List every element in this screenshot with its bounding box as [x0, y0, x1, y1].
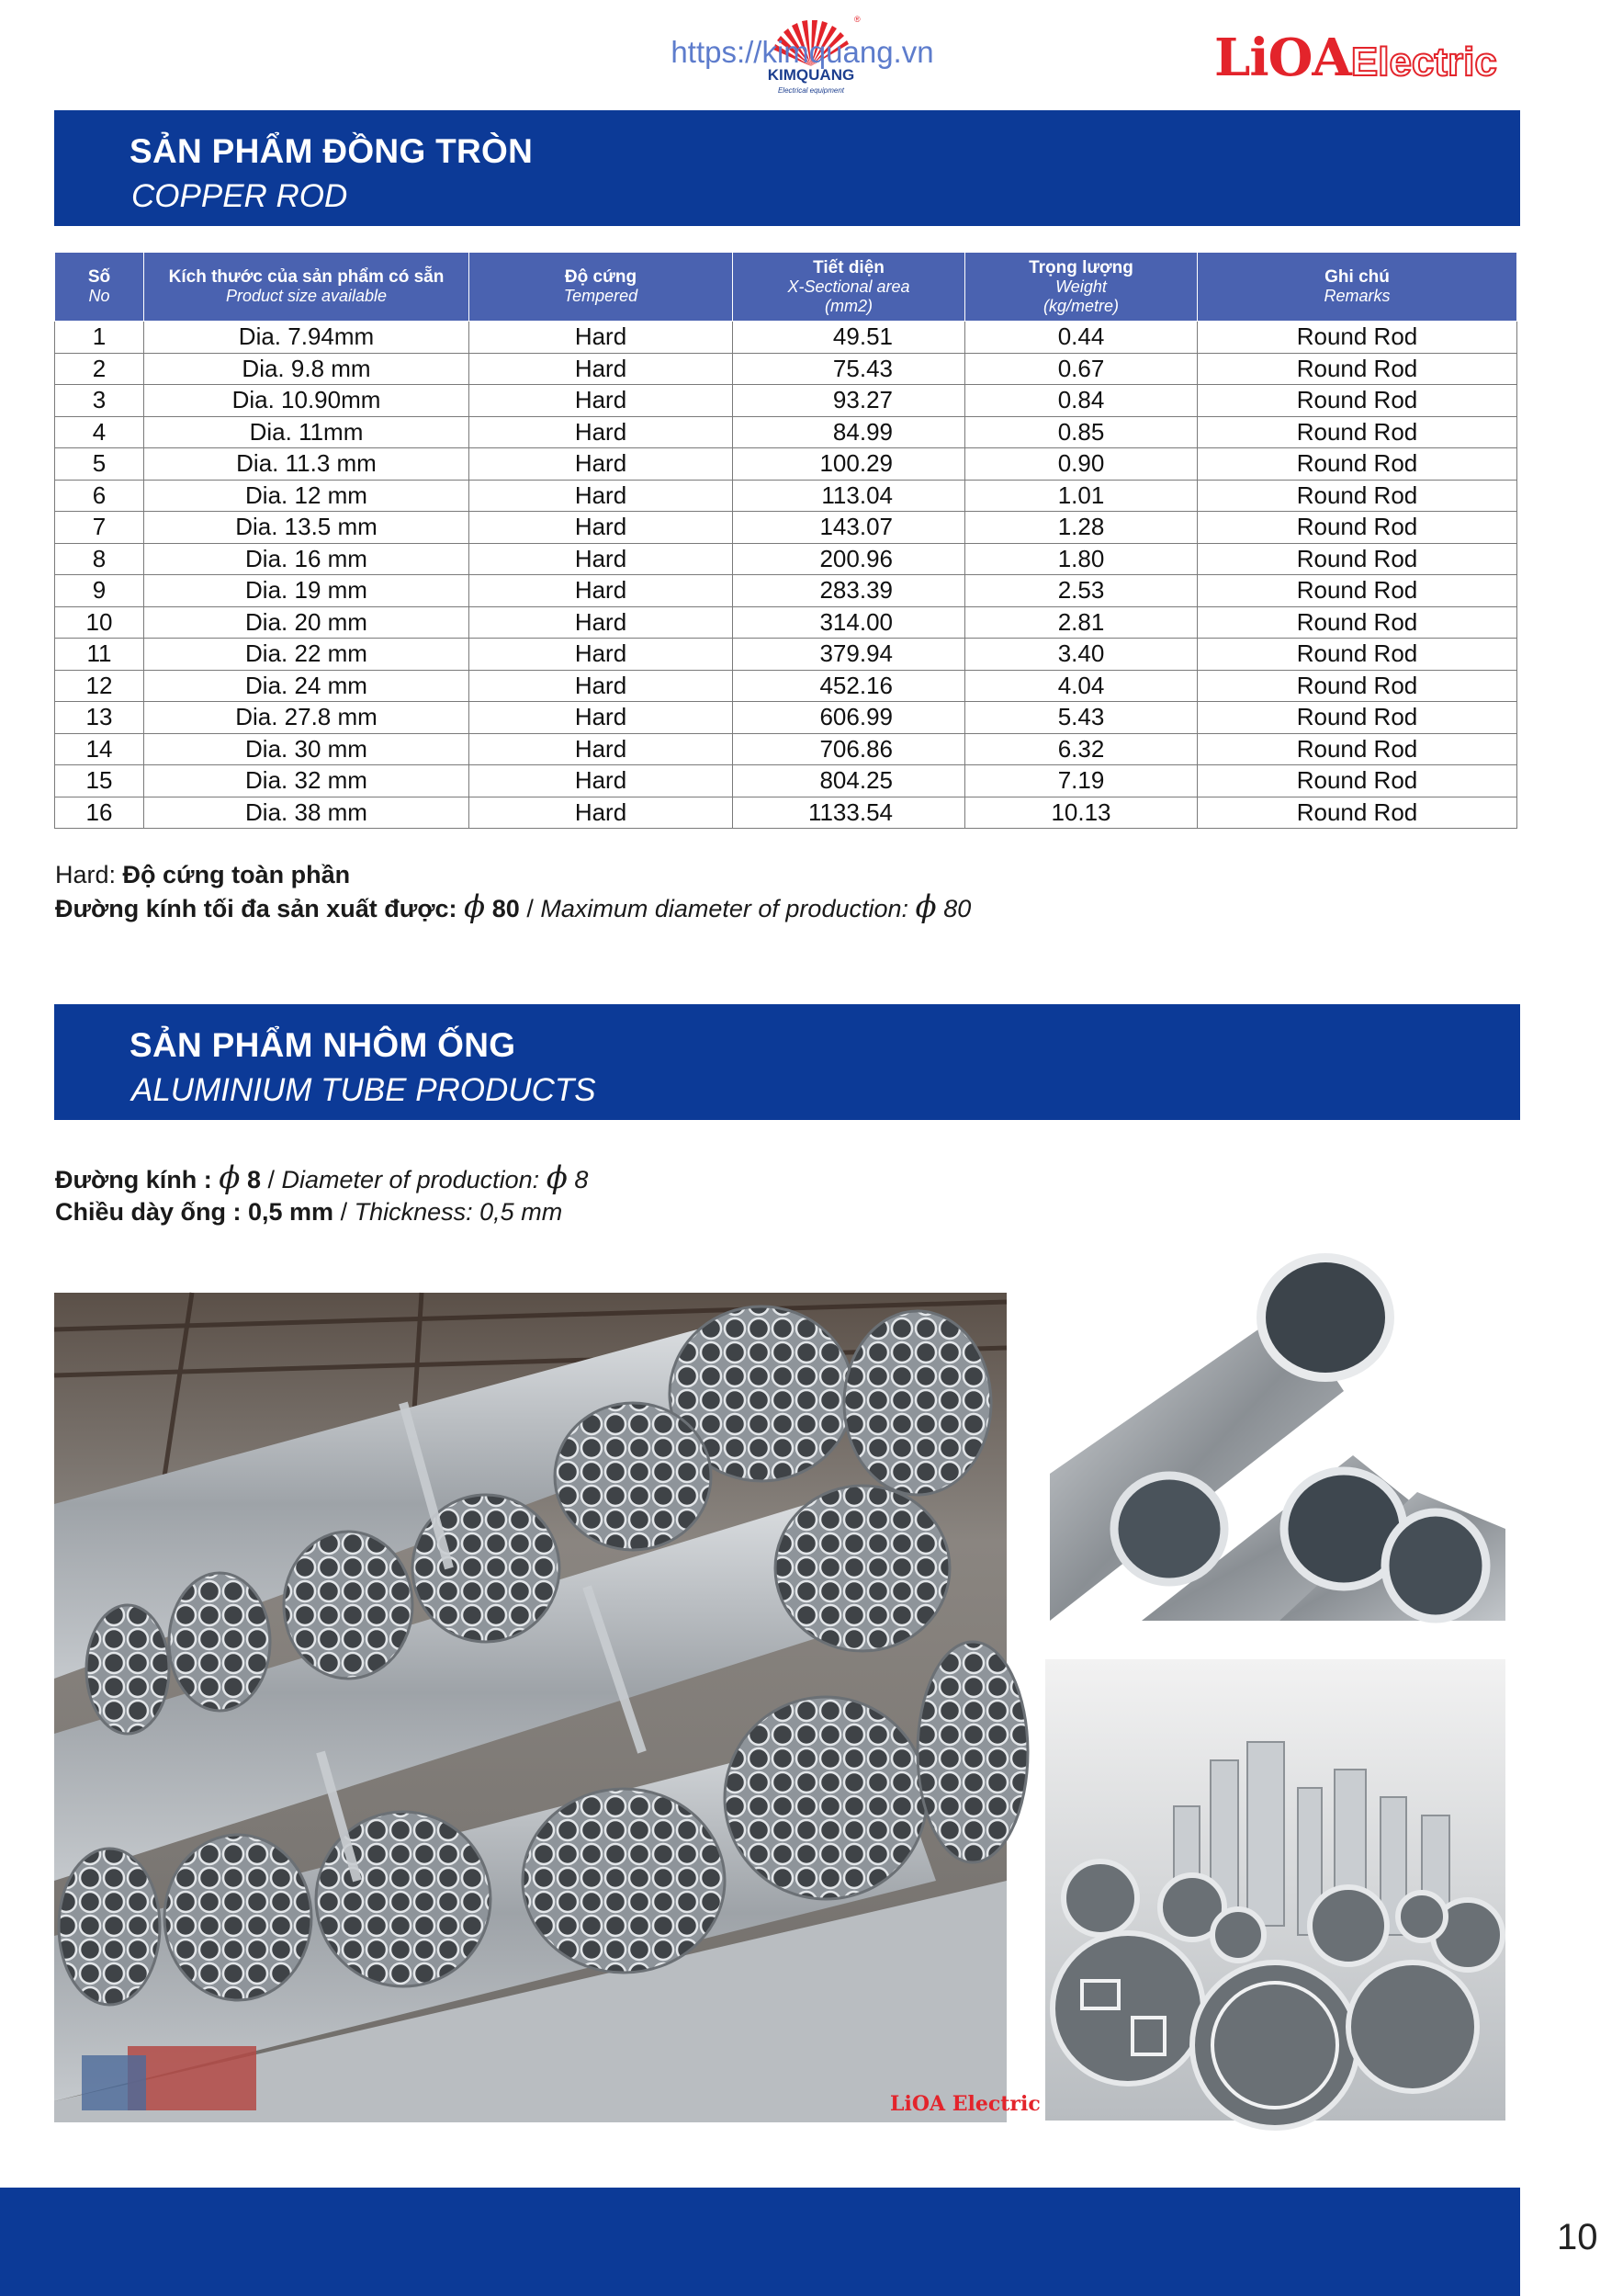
separator: / — [267, 1166, 276, 1193]
cell-area: 606.99 — [733, 702, 965, 734]
cell-tempered: Hard — [469, 512, 733, 544]
cell-remarks: Round Rod — [1198, 733, 1517, 765]
cell-size: Dia. 32 mm — [144, 765, 469, 797]
cell-size: Dia. 38 mm — [144, 797, 469, 829]
cell-tempered: Hard — [469, 416, 733, 448]
table-row — [55, 448, 1517, 481]
table-row — [55, 543, 1517, 575]
cell-tempered: Hard — [469, 606, 733, 639]
cell-size: Dia. 11mm — [144, 416, 469, 448]
cell-area: 314.00 — [733, 606, 965, 639]
copper-rod-banner — [54, 110, 1520, 226]
cell-size: Dia. 11.3 mm — [144, 448, 469, 481]
cell-weight: 4.04 — [965, 670, 1198, 702]
separator: / — [340, 1198, 348, 1226]
diameter-value: 8 — [246, 1166, 261, 1193]
max-diameter-label-vn: Đường kính tối đa sản xuất được: — [55, 895, 457, 922]
cell-tempered: Hard — [469, 543, 733, 575]
lioa-electric-logo — [1214, 28, 1497, 88]
cell-tempered: Hard — [469, 702, 733, 734]
cell-area: 1133.54 — [733, 797, 965, 829]
cell-remarks: Round Rod — [1198, 416, 1517, 448]
cell-weight: 0.90 — [965, 448, 1198, 481]
cell-tempered: Hard — [469, 480, 733, 512]
cell-no: 4 — [55, 416, 144, 448]
max-diameter-note — [55, 888, 971, 925]
cell-no: 1 — [55, 322, 144, 354]
footer-url[interactable]: https://kimquang.vn — [671, 35, 934, 69]
cell-area: 143.07 — [733, 512, 965, 544]
cell-area: 706.86 — [733, 733, 965, 765]
aluminium-profiles-photo — [1045, 1659, 1505, 2121]
header-size: Kích thước của sản phẩm có sẵn Product size available — [144, 253, 469, 322]
max-diameter-label-en: Maximum diameter of production: — [540, 895, 909, 922]
cell-tempered: Hard — [469, 353, 733, 385]
cell-area: 379.94 — [733, 639, 965, 671]
table-row — [55, 639, 1517, 671]
header-tempered: Độ cứng Tempered — [469, 253, 733, 322]
cell-area: 100.29 — [733, 448, 965, 481]
brand-sub: Electric — [1350, 40, 1497, 85]
cell-size: Dia. 20 mm — [144, 606, 469, 639]
table-row — [55, 797, 1517, 829]
diameter-note — [55, 1159, 588, 1196]
table-row — [55, 606, 1517, 639]
aluminium-pipes-photo — [1050, 1253, 1505, 1621]
cell-remarks: Round Rod — [1198, 702, 1517, 734]
cell-remarks: Round Rod — [1198, 575, 1517, 607]
phi-symbol: ϕ — [219, 1159, 241, 1196]
section-title-vn: SẢN PHẨM NHÔM ỐNG — [130, 1026, 516, 1064]
table-row — [55, 670, 1517, 702]
cell-size: Dia. 30 mm — [144, 733, 469, 765]
cell-size: Dia. 22 mm — [144, 639, 469, 671]
thickness-note — [55, 1198, 562, 1227]
cell-size: Dia. 13.5 mm — [144, 512, 469, 544]
cell-remarks: Round Rod — [1198, 322, 1517, 354]
max-diameter-value: 80 — [491, 895, 520, 922]
section-title-en: ALUMINIUM TUBE PRODUCTS — [131, 1072, 596, 1108]
cell-tempered: Hard — [469, 733, 733, 765]
tube-stack-photo — [54, 1293, 1041, 2122]
hard-label: Hard: — [55, 861, 117, 888]
cell-no: 8 — [55, 543, 144, 575]
phi-symbol: ϕ — [915, 888, 937, 925]
table-row — [55, 385, 1517, 417]
diameter-label-vn: Đường kính : — [55, 1166, 212, 1193]
header-area: Tiết diện X-Sectional area (mm2) — [733, 253, 965, 322]
cell-remarks: Round Rod — [1198, 480, 1517, 512]
cell-remarks: Round Rod — [1198, 765, 1517, 797]
cell-size: Dia. 16 mm — [144, 543, 469, 575]
header-weight: Trọng lượng Weight (kg/metre) — [965, 253, 1198, 322]
cell-tempered: Hard — [469, 385, 733, 417]
cell-area: 804.25 — [733, 765, 965, 797]
cell-remarks: Round Rod — [1198, 639, 1517, 671]
cell-remarks: Round Rod — [1198, 670, 1517, 702]
cell-no: 2 — [55, 353, 144, 385]
cell-size: Dia. 19 mm — [144, 575, 469, 607]
cell-remarks: Round Rod — [1198, 543, 1517, 575]
cell-weight: 0.44 — [965, 322, 1198, 354]
table-row — [55, 702, 1517, 734]
cell-no: 11 — [55, 639, 144, 671]
cell-size: Dia. 10.90mm — [144, 385, 469, 417]
table-row — [55, 322, 1517, 354]
cell-tempered: Hard — [469, 639, 733, 671]
cell-size: Dia. 24 mm — [144, 670, 469, 702]
cell-area: 452.16 — [733, 670, 965, 702]
cell-size: Dia. 12 mm — [144, 480, 469, 512]
cell-weight: 0.84 — [965, 385, 1198, 417]
cell-weight: 3.40 — [965, 639, 1198, 671]
cell-no: 6 — [55, 480, 144, 512]
cell-area: 75.43 — [733, 353, 965, 385]
cell-no: 16 — [55, 797, 144, 829]
svg-text:®: ® — [854, 15, 861, 24]
cell-remarks: Round Rod — [1198, 448, 1517, 481]
cell-weight: 2.53 — [965, 575, 1198, 607]
page-number: 10 — [1557, 2217, 1598, 2257]
cell-remarks: Round Rod — [1198, 606, 1517, 639]
copper-rod-table — [54, 252, 1517, 829]
cell-remarks: Round Rod — [1198, 385, 1517, 417]
thickness-value: 0,5 mm — [248, 1198, 334, 1226]
cell-tempered: Hard — [469, 448, 733, 481]
table-row — [55, 733, 1517, 765]
cell-tempered: Hard — [469, 575, 733, 607]
cell-weight: 6.32 — [965, 733, 1198, 765]
cell-remarks: Round Rod — [1198, 797, 1517, 829]
header-remarks: Ghi chú Remarks — [1198, 253, 1517, 322]
table-row — [55, 353, 1517, 385]
cell-no: 3 — [55, 385, 144, 417]
cell-weight: 2.81 — [965, 606, 1198, 639]
cell-size: Dia. 9.8 mm — [144, 353, 469, 385]
cell-weight: 1.80 — [965, 543, 1198, 575]
cell-weight: 10.13 — [965, 797, 1198, 829]
thickness-label-vn: Chiều dày ống : — [55, 1198, 242, 1226]
thickness-label-en: Thickness: 0,5 mm — [354, 1198, 563, 1226]
phi-symbol: ϕ — [464, 888, 486, 925]
section-title-en: COPPER ROD — [131, 178, 348, 214]
cell-no: 13 — [55, 702, 144, 734]
photo-watermark: LiOA Electric — [890, 2092, 1041, 2116]
table-row — [55, 512, 1517, 544]
cell-no: 5 — [55, 448, 144, 481]
cell-no: 9 — [55, 575, 144, 607]
header-no: Số No — [55, 253, 144, 322]
cell-area: 200.96 — [733, 543, 965, 575]
brand-main: LiOA — [1214, 28, 1351, 88]
separator: / — [526, 895, 534, 922]
cell-no: 10 — [55, 606, 144, 639]
diameter-label-en: Diameter of production: — [281, 1166, 540, 1193]
cell-weight: 5.43 — [965, 702, 1198, 734]
cell-no: 14 — [55, 733, 144, 765]
table-row — [55, 575, 1517, 607]
logo-tagline: Electrical equipment — [777, 86, 845, 95]
cell-no: 12 — [55, 670, 144, 702]
cell-remarks: Round Rod — [1198, 353, 1517, 385]
cell-area: 93.27 — [733, 385, 965, 417]
cell-no: 15 — [55, 765, 144, 797]
table-row — [55, 480, 1517, 512]
cell-weight: 0.67 — [965, 353, 1198, 385]
max-diameter-value-en: 80 — [943, 895, 972, 922]
cell-weight: 1.28 — [965, 512, 1198, 544]
footer-bar — [0, 2188, 1520, 2296]
table-header-row — [55, 253, 1517, 322]
cell-size: Dia. 7.94mm — [144, 322, 469, 354]
cell-area: 283.39 — [733, 575, 965, 607]
logo-wordmark: KIMQUANG — [767, 66, 855, 84]
cell-tempered: Hard — [469, 322, 733, 354]
cell-size: Dia. 27.8 mm — [144, 702, 469, 734]
table-row — [55, 765, 1517, 797]
cell-area: 84.99 — [733, 416, 965, 448]
cell-remarks: Round Rod — [1198, 512, 1517, 544]
hard-value: Độ cứng toàn phần — [122, 861, 351, 888]
table-body — [55, 322, 1517, 829]
cell-weight: 1.01 — [965, 480, 1198, 512]
table-row — [55, 416, 1517, 448]
cell-tempered: Hard — [469, 765, 733, 797]
phi-symbol: ϕ — [546, 1159, 568, 1196]
cell-area: 113.04 — [733, 480, 965, 512]
cell-tempered: Hard — [469, 670, 733, 702]
section-title-vn: SẢN PHẨM ĐỒNG TRÒN — [130, 132, 534, 170]
hard-note — [55, 861, 350, 889]
cell-no: 7 — [55, 512, 144, 544]
cell-area: 49.51 — [733, 322, 965, 354]
diameter-value-en: 8 — [574, 1166, 589, 1193]
cell-weight: 7.19 — [965, 765, 1198, 797]
aluminium-tube-banner — [54, 1004, 1520, 1120]
cell-weight: 0.85 — [965, 416, 1198, 448]
cell-tempered: Hard — [469, 797, 733, 829]
